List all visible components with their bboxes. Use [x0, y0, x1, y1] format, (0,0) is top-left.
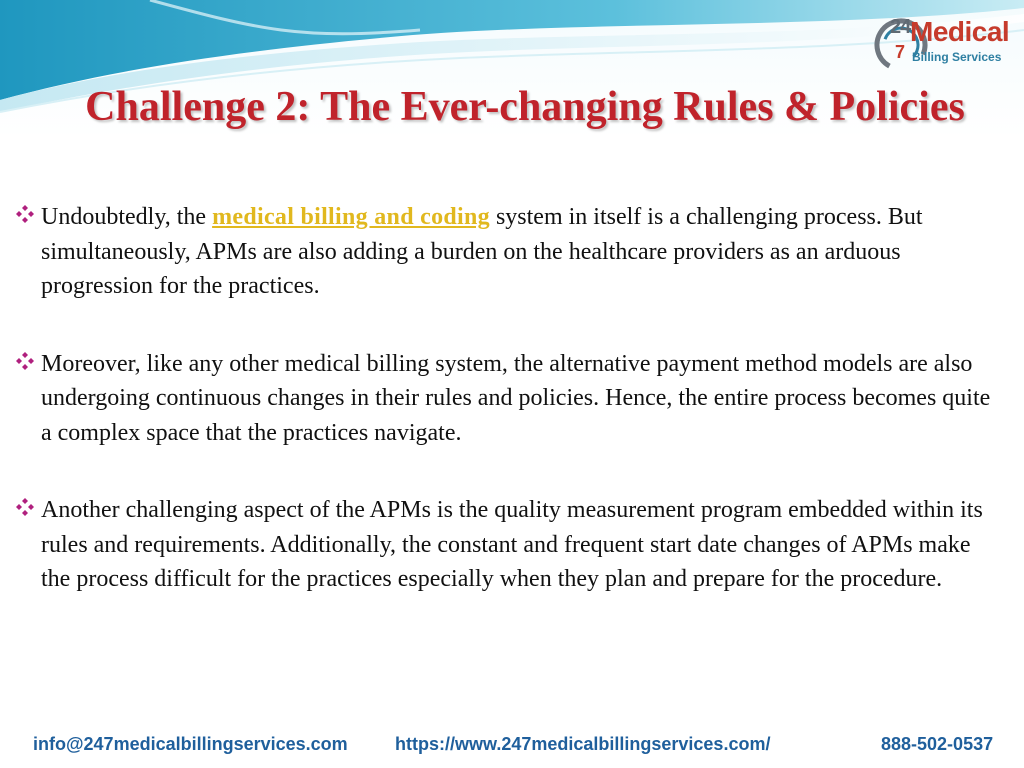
logo-brand: Medical: [910, 16, 1010, 47]
svg-text:7: 7: [895, 42, 906, 62]
bullet-1-text-end: system in itself is a challenging process. But simultaneously, APMs are also adding a burden on the healthcare providers as an arduous progression for the practices.: [41, 204, 923, 299]
bullet-item-3: [14, 493, 1004, 597]
footer-email-link[interactable]: info@247medicalbillingservices.com: [33, 734, 348, 754]
diamond-bullet-icon: [14, 496, 36, 518]
logo-subtitle: Billing Services: [912, 50, 1002, 64]
bullet-item-2: [14, 347, 1004, 451]
bullet-list: [14, 200, 1004, 597]
diamond-bullet-icon: [14, 203, 36, 225]
medical-billing-coding-link[interactable]: medical billing and coding: [212, 204, 490, 230]
company-logo: [870, 12, 1020, 76]
slide-title: Challenge 2: The Ever-changing Rules & Policies: [85, 84, 965, 130]
footer-website-link[interactable]: https://www.247medicalbillingservices.com/: [395, 734, 771, 754]
diamond-bullet-icon: [14, 350, 36, 372]
bullet-2-text: Moreover, like any other medical billing system, the alternative payment method models are also undergoing continuous changes in their rules and policies. Hence, the entire process becomes quite a complex space that the practices navigate.: [41, 350, 991, 446]
logo-number: 24: [890, 16, 911, 38]
bullet-item-1: [14, 200, 1004, 304]
bullet-1-text-start: Undoubtedly, the: [41, 204, 213, 230]
footer-phone: 888-502-0537: [881, 734, 994, 754]
bullet-3-text: Another challenging aspect of the APMs is the quality measurement program embedded within its rules and requirements. Additionally, the constant and frequent start date changes of APMs make the process difficult for the practices especially when they plan and prepare for the procedure.: [41, 497, 983, 592]
